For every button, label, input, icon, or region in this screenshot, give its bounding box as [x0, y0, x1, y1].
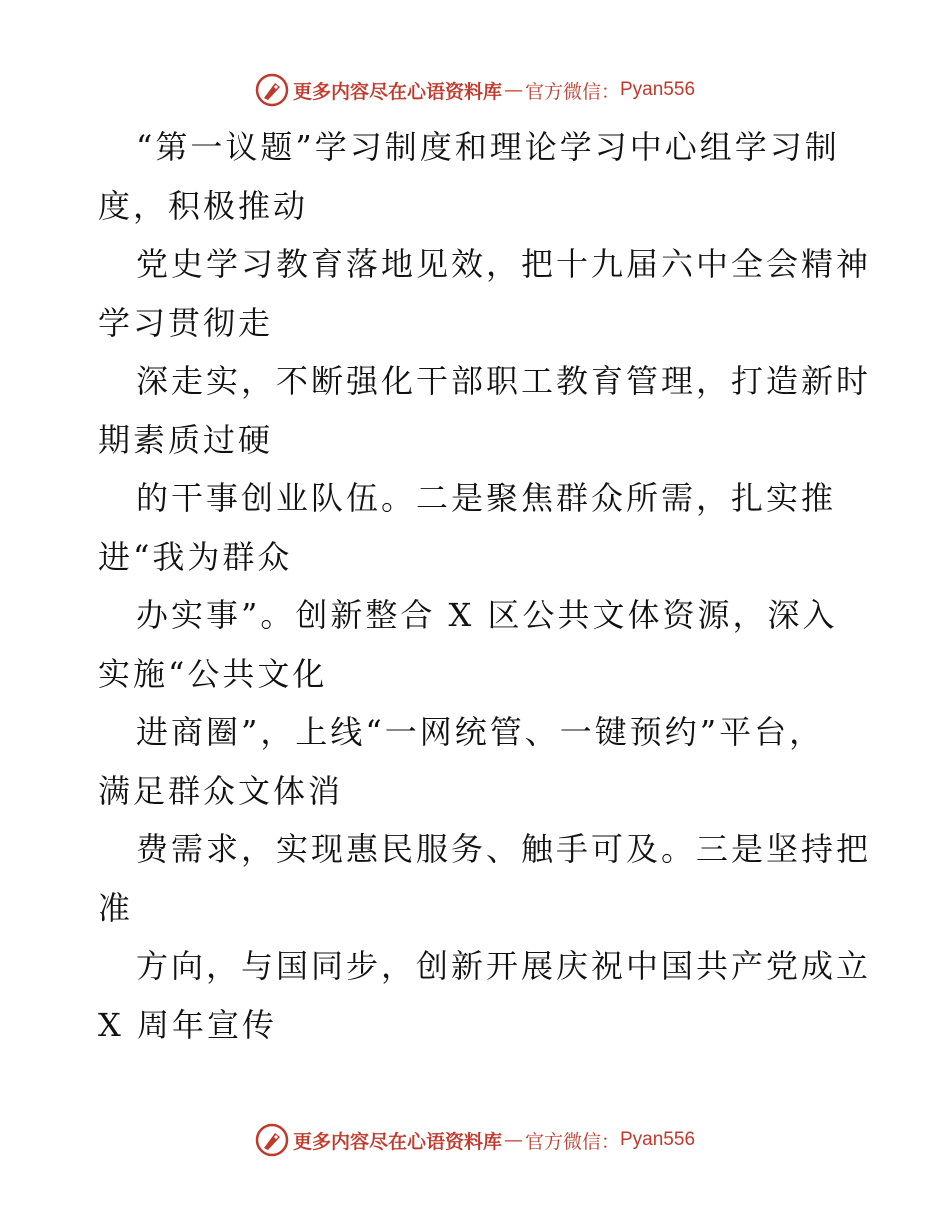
pen-nib-icon: [255, 73, 289, 107]
text-line: 度，积极推动: [98, 186, 309, 225]
text-line: “第一议题”学习制度和理论学习中心组学习制: [136, 128, 840, 166]
text-line: X 周年宣传: [98, 1005, 277, 1044]
text-line: 办实事”。创新整合 X 区公共文体资源，深入: [136, 596, 838, 634]
text-line: 党史学习教育落地见效，把十九届六中全会精神: [136, 245, 872, 283]
footer-watermark-banner: [0, 1120, 950, 1160]
banner-text: 更多内容尽在心语资料库: [292, 1130, 502, 1153]
banner-separator: —: [503, 1129, 523, 1151]
pen-nib-icon: [255, 1123, 289, 1157]
text-line: 实施“公共文化: [98, 654, 328, 693]
banner-wechat-handle: Pyan556: [620, 79, 696, 100]
banner-text: 更多内容尽在心语资料库: [292, 80, 502, 103]
text-line: 准: [98, 888, 134, 927]
text-line: 费需求，实现惠民服务、触手可及。三是坚持把: [136, 830, 872, 868]
header-watermark-banner: [0, 70, 950, 110]
document-body: [98, 118, 872, 1054]
banner-wechat-label: 官方微信：: [524, 80, 620, 103]
text-line: 进商圈”，上线“一网统管、一键预约”平台，: [136, 713, 825, 751]
text-line: 满足群众文体消: [98, 771, 344, 810]
text-line: 学习贯彻走: [98, 303, 274, 342]
text-line: 进“我为群众: [98, 537, 293, 576]
banner-wechat-handle: Pyan556: [620, 1129, 696, 1150]
text-line: 深走实，不断强化干部职工教育管理，打造新时: [136, 362, 872, 400]
text-line: 方向，与国同步，创新开展庆祝中国共产党成立: [136, 947, 872, 985]
text-line: 期素质过硬: [98, 420, 274, 459]
text-line: 的干事创业队伍。二是聚焦群众所需，扎实推: [136, 479, 837, 517]
banner-separator: —: [503, 79, 523, 101]
banner-wechat-label: 官方微信：: [524, 1130, 620, 1153]
